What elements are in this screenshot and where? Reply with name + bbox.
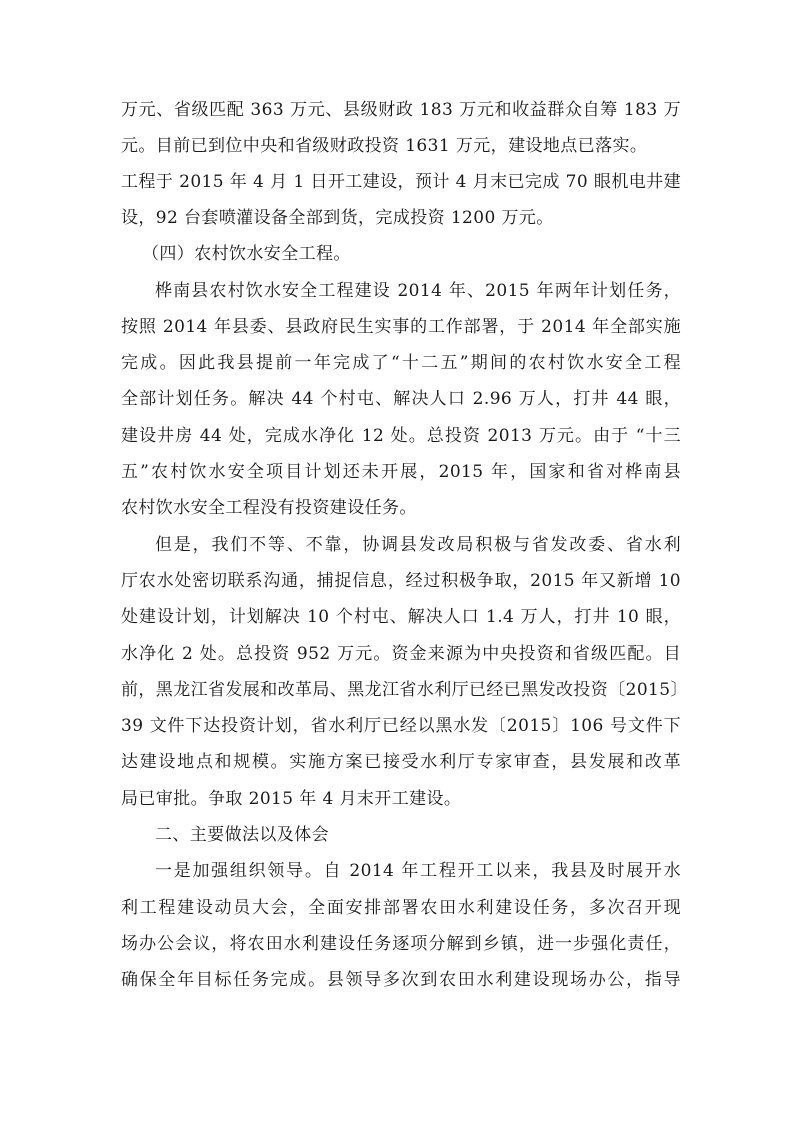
section-heading-4: （四）农村饮水安全工程。 <box>142 244 351 264</box>
text-line-19: 达建设地点和规模。实施方案已接受水利厅专家审查，县发展和改革 <box>121 752 681 772</box>
text-line-12: 农村饮水安全工程没有投资建设任务。 <box>121 498 417 518</box>
text-line-7: 按照 2014 年县委、县政府民生实事的工作部署，于 2014 年全部实施 <box>121 317 681 337</box>
section-heading-2: 二、主要做法以及体会 <box>155 825 329 845</box>
text-line-9: 全部计划任务。解决 44 个村屯、解决人口 2.96 万人，打井 44 眼， <box>121 389 681 409</box>
text-line-22: 一是加强组织领导。自 2014 年工程开工以来，我县及时展开水 <box>155 861 681 881</box>
text-line-14: 厅农水处密切联系沟通，捕捉信息，经过积极争取，2015 年又新增 10 <box>121 571 681 591</box>
text-line-23: 利工程建设动员大会，全面安排部署农田水利建设任务，多次召开现 <box>121 898 681 918</box>
text-line-1: 万元、省级匹配 363 万元、县级财政 183 万元和收益群众自筹 183 万 <box>121 100 681 120</box>
text-line-25: 确保全年目标任务完成。县领导多次到农田水利建设现场办公，指导 <box>121 970 681 990</box>
text-line-16: 水净化 2 处。总投资 952 万元。资金来源为中央投资和省级匹配。目 <box>121 644 681 664</box>
text-line-10: 建设井房 44 处，完成水净化 12 处。总投资 2013 万元。由于 “十三 <box>121 426 681 446</box>
text-line-15: 处建设计划，计划解决 10 个村屯、解决人口 1.4 万人，打井 10 眼， <box>121 607 681 627</box>
text-line-2: 元。目前已到位中央和省级财政投资 1631 万元，建设地点已落实。 <box>121 136 648 156</box>
text-line-4: 设，92 台套喷灌设备全部到货，完成投资 1200 万元。 <box>121 208 554 228</box>
text-line-13: 但是，我们不等、不靠，协调县发改局积极与省发改委、省水利 <box>155 535 681 555</box>
text-line-17: 前，黑龙江省发展和改革局、黑龙江省水利厅已经已黑发改投资〔2015〕 <box>121 680 688 700</box>
text-line-3: 工程于 2015 年 4 月 1 日开工建设，预计 4 月末已完成 70 眼机电井建 <box>121 172 681 192</box>
text-line-24: 场办公会议，将农田水利建设任务逐项分解到乡镇，进一步强化责任， <box>121 934 681 954</box>
text-line-8: 完成。因此我县提前一年完成了“十二五”期间的农村饮水安全工程 <box>121 353 681 373</box>
text-line-6: 桦南县农村饮水安全工程建设 2014 年、2015 年两年计划任务， <box>155 281 681 301</box>
text-line-11: 五”农村饮水安全项目计划还未开展，2015 年，国家和省对桦南县 <box>121 462 681 482</box>
text-line-18: 39 文件下达投资计划，省水利厅已经以黑水发〔2015〕106 号文件下 <box>121 716 681 736</box>
text-line-20: 局已审批。争取 2015 年 4 月末开工建设。 <box>121 789 462 809</box>
